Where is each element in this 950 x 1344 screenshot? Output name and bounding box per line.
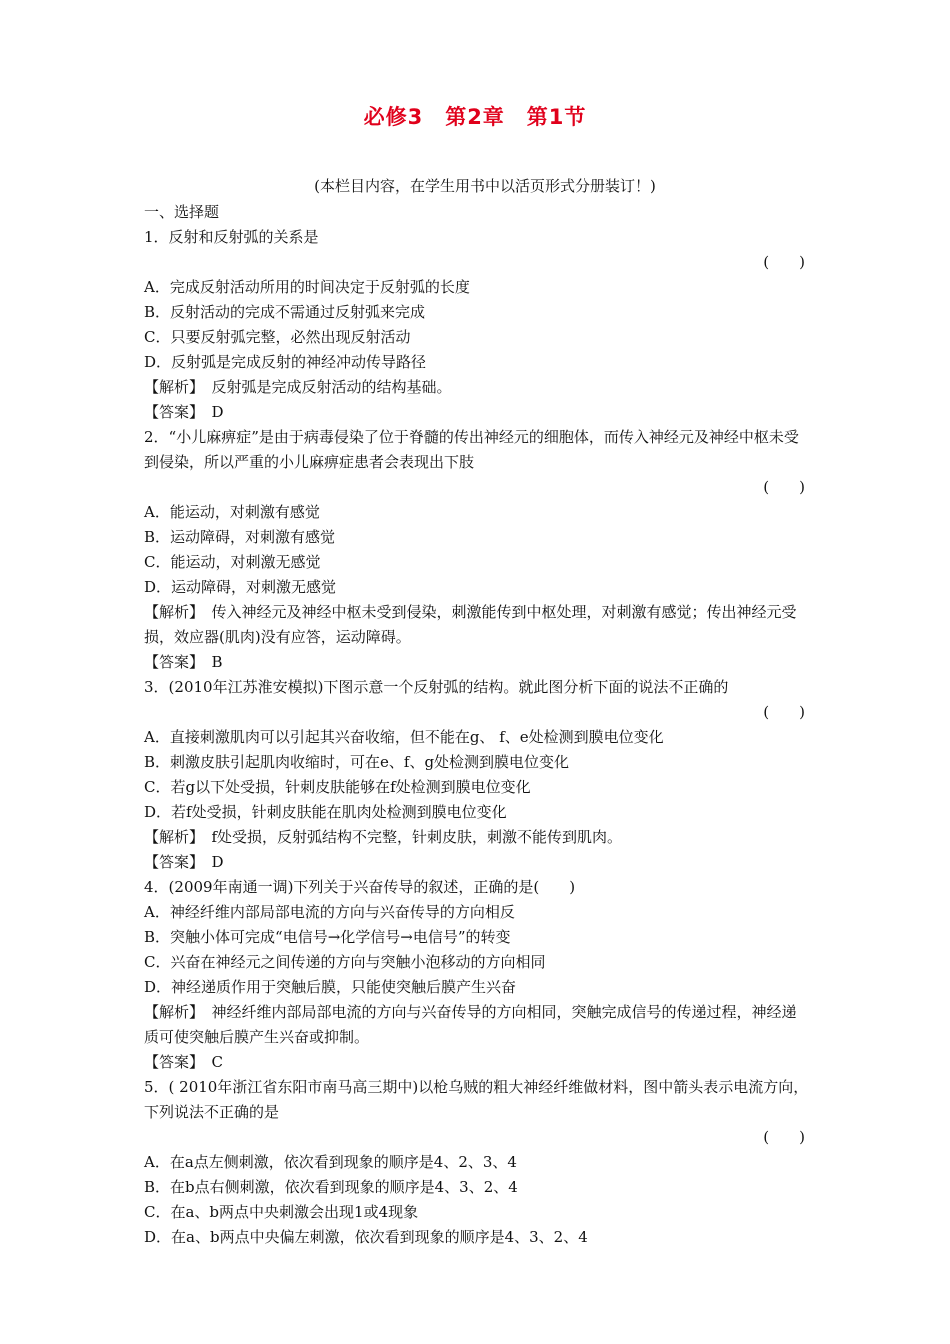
option: A．能运动，对刺激有感觉 <box>144 503 320 521</box>
option: B．在b点右侧刺激，依次看到现象的顺序是4、3、2、4 <box>144 1178 518 1196</box>
question-4-stem: 4．(2009年南通一调)下列关于兴奋传导的叙述，正确的是( ) <box>144 878 576 896</box>
answer: 【答案】 D <box>144 853 224 871</box>
option: B．反射活动的完成不需通过反射弧来完成 <box>144 303 426 321</box>
question-1-stem: 1．反射和反射弧的关系是 <box>144 228 319 246</box>
option: B．突触小体可完成“电信号→化学信号→电信号”的转变 <box>144 928 511 946</box>
question-5-stem: 5．( 2010年浙江省东阳市南马高三期中)以枪乌贼的粗大神经纤维做材料，图中箭头表示电流方向，下列说法不正确的是 <box>144 1078 809 1121</box>
option: A．神经纤维内部局部电流的方向与兴奋传导的方向相反 <box>144 903 515 921</box>
option: D．若f处受损，针刺皮肤能在肌肉处检测到膜电位变化 <box>144 803 507 821</box>
answer: 【答案】 B <box>144 653 223 671</box>
answer-blank: ( ) <box>763 1128 805 1146</box>
option: B．运动障碍，对刺激有感觉 <box>144 528 336 546</box>
option: D．在a、b两点中央偏左刺激，依次看到现象的顺序是4、3、2、4 <box>144 1228 588 1246</box>
document-body <box>144 200 809 1250</box>
analysis: 【解析】 f处受损，反射弧结构不完整，针刺皮肤，刺激不能传到肌肉。 <box>144 828 623 846</box>
question-3-stem: 3．(2010年江苏淮安模拟)下图示意一个反射弧的结构。就此图分析下面的说法不正确的 <box>144 678 729 696</box>
option: D．运动障碍，对刺激无感觉 <box>144 578 337 596</box>
option: A．在a点左侧刺激，依次看到现象的顺序是4、2、3、4 <box>144 1153 517 1171</box>
option: C．兴奋在神经元之间传递的方向与突触小泡移动的方向相同 <box>144 953 546 971</box>
analysis: 【解析】 神经纤维内部局部电流的方向与兴奋传导的方向相同，突触完成信号的传递过程，神经递质可使突触后膜产生兴奋或抑制。 <box>144 1003 797 1046</box>
option: C．只要反射弧完整，必然出现反射活动 <box>144 328 411 346</box>
question-2-stem: 2．“小儿麻痹症”是由于病毒侵染了位于脊髓的传出神经元的细胞体，而传入神经元及神经中枢未受到侵染，所以严重的小儿麻痹症患者会表现出下肢 <box>144 428 799 471</box>
option: C．若g以下处受损，针刺皮肤能够在f处检测到膜电位变化 <box>144 778 531 796</box>
section-heading: 一、选择题 <box>144 203 220 221</box>
option: C．能运动，对刺激无感觉 <box>144 553 321 571</box>
answer: 【答案】 C <box>144 1053 223 1071</box>
option: A．完成反射活动所用的时间决定于反射弧的长度 <box>144 278 470 296</box>
option: C．在a、b两点中央刺激会出现1或4现象 <box>144 1203 419 1221</box>
analysis: 【解析】 传入神经元及神经中枢未受到侵染，刺激能传到中枢处理，对刺激有感觉；传出神经元受损，效应器(肌肉)没有应答，运动障碍。 <box>144 603 797 646</box>
answer: 【答案】 D <box>144 403 224 421</box>
answer-blank: ( ) <box>763 703 805 721</box>
option: B．刺激皮肤引起肌肉收缩时，可在e、f、g处检测到膜电位变化 <box>144 753 570 771</box>
page-title: 必修3 第2章 第1节 <box>363 105 587 129</box>
answer-blank: ( ) <box>763 253 805 271</box>
option: A．直接刺激肌肉可以引起其兴奋收缩，但不能在g、 f、e处检测到膜电位变化 <box>144 728 664 746</box>
option: D．反射弧是完成反射的神经冲动传导路径 <box>144 353 427 371</box>
analysis: 【解析】 反射弧是完成反射活动的结构基础。 <box>144 378 452 396</box>
binding-note: (本栏目内容，在学生用书中以活页形式分册装订！) <box>314 177 656 195</box>
answer-blank: ( ) <box>763 478 805 496</box>
option: D．神经递质作用于突触后膜，只能使突触后膜产生兴奋 <box>144 978 517 996</box>
